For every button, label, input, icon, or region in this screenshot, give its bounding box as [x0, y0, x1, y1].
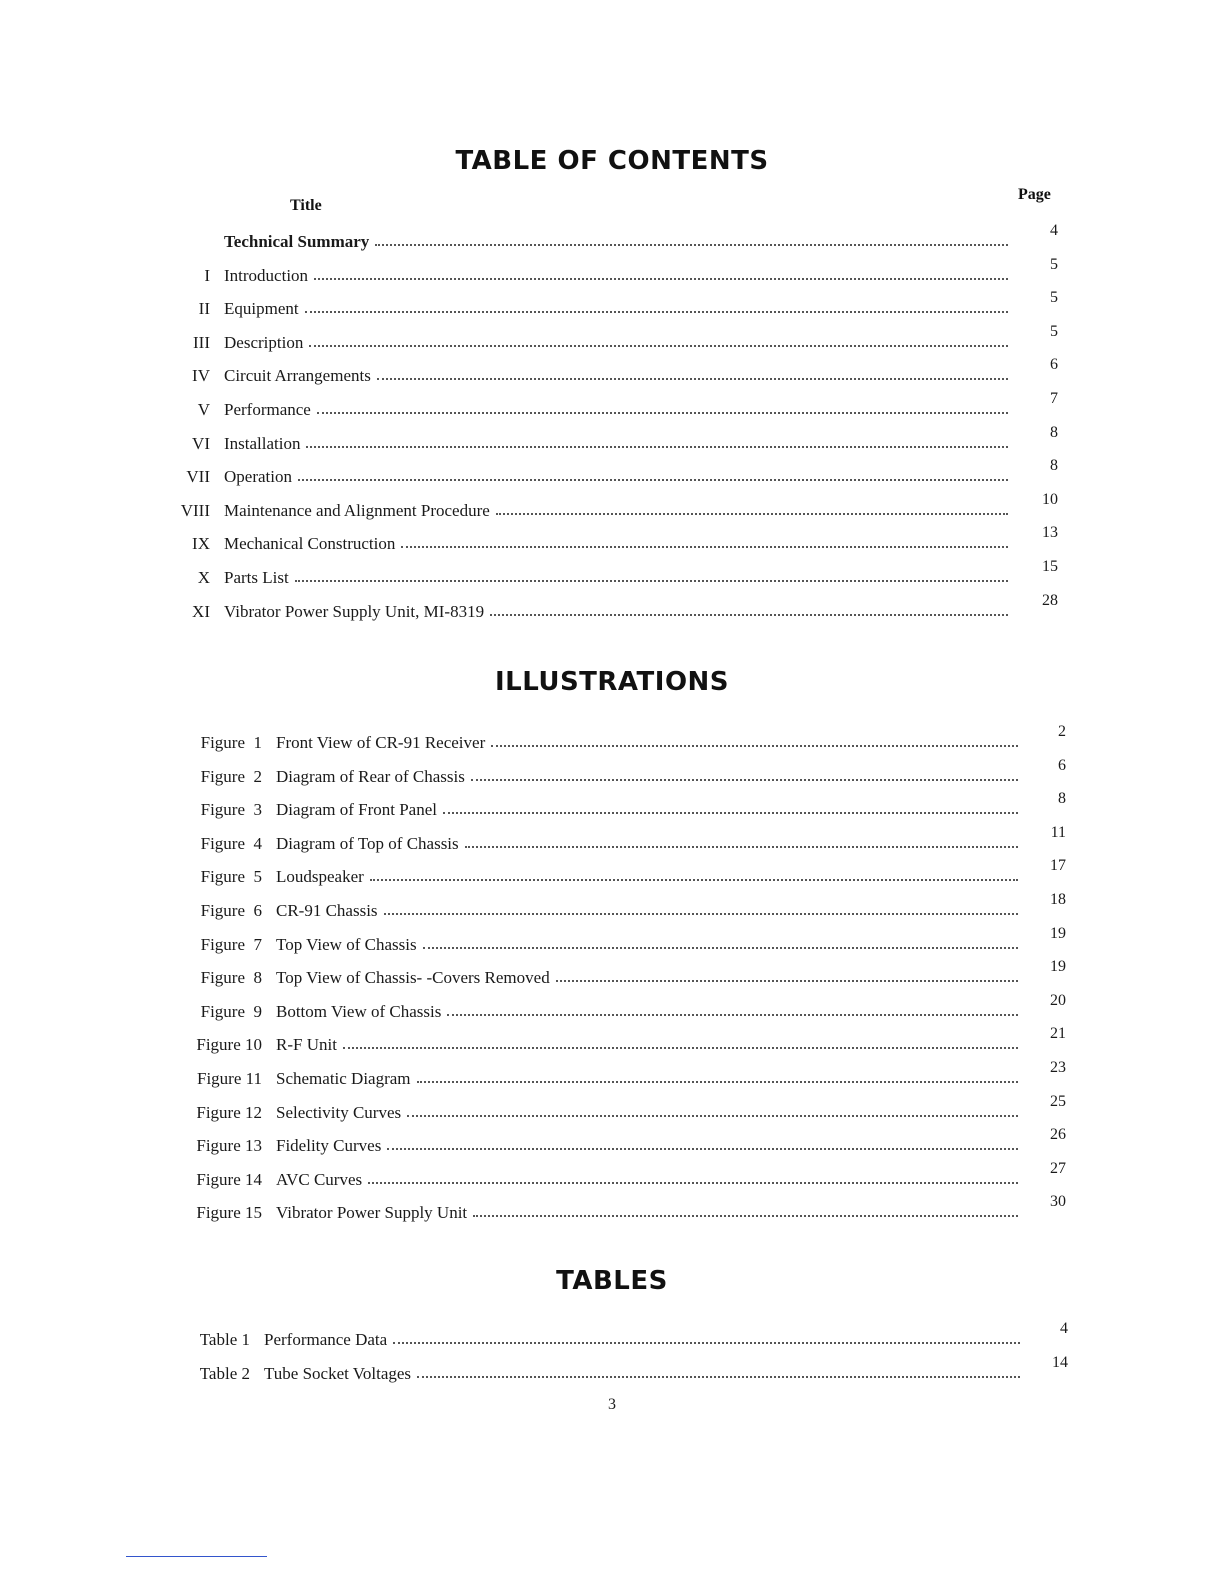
entry-page: 4	[1060, 1320, 1068, 1337]
entry-title: Top View of Chassis	[276, 934, 417, 954]
illustration-entry	[172, 763, 1018, 787]
illustrations-heading: ILLUSTRATIONS	[494, 667, 730, 697]
dot-leader	[417, 1376, 1020, 1378]
toc-entry	[150, 329, 1008, 353]
entry-page: 18	[1050, 891, 1066, 908]
entry-number: Figure 5	[200, 867, 262, 887]
entry-title: Vibrator Power Supply Unit, MI-8319	[224, 601, 485, 621]
dot-leader	[417, 1081, 1018, 1083]
entry-title: Maintenance and Alignment Procedure	[224, 500, 490, 520]
entry-number: Figure 15	[196, 1203, 262, 1223]
dot-leader	[407, 1115, 1018, 1117]
dot-leader	[465, 846, 1018, 848]
entry-title: Operation	[224, 467, 292, 487]
toc-entry	[150, 396, 1008, 420]
dot-leader	[305, 311, 1008, 313]
entry-page: 23	[1050, 1059, 1066, 1076]
toc-entry	[150, 564, 1008, 588]
dot-leader	[401, 546, 1008, 548]
footer-rule	[126, 1556, 267, 1557]
entry-number: Figure 7	[200, 934, 262, 954]
toc-entry	[150, 598, 1008, 622]
entry-page: 8	[1058, 790, 1066, 808]
entry-page: 27	[1050, 1159, 1066, 1177]
entry-page: 6	[1058, 756, 1066, 774]
entry-number: Figure 2	[200, 766, 262, 786]
illustration-entry	[172, 863, 1018, 887]
dot-leader	[447, 1014, 1018, 1016]
entry-number: Figure 4	[200, 833, 262, 853]
entry-number: IV	[192, 366, 210, 386]
entry-title: Vibrator Power Supply Unit	[276, 1203, 468, 1223]
entry-number: X	[197, 568, 210, 587]
entry-number: Figure 9	[200, 1001, 262, 1021]
entry-number: Figure 6	[200, 901, 262, 920]
entry-title: Diagram of Rear of Chassis	[276, 766, 465, 786]
dot-leader	[375, 244, 1008, 246]
entry-page: 5	[1050, 322, 1058, 340]
entry-title: Schematic Diagram	[276, 1069, 411, 1088]
entry-title: Description	[224, 332, 304, 352]
dot-leader	[343, 1047, 1018, 1049]
entry-page: 6	[1050, 356, 1058, 374]
toc-entry	[150, 362, 1008, 386]
illustration-entry	[172, 796, 1018, 820]
entry-number: VII	[186, 467, 210, 487]
toc-entry	[150, 430, 1008, 454]
entry-page: 20	[1050, 991, 1066, 1009]
entry-number: V	[197, 400, 210, 419]
entry-page: 30	[1050, 1193, 1066, 1211]
entry-number: Figure 10	[196, 1035, 262, 1055]
entry-number: IX	[192, 534, 210, 554]
entry-title: CR-91 Chassis	[276, 901, 378, 920]
illustration-entry	[172, 931, 1018, 955]
entry-title: Top View of Chassis- -Covers Removed	[276, 968, 550, 988]
entry-page: 14	[1052, 1353, 1068, 1371]
entry-page: 13	[1042, 524, 1058, 542]
entry-page: 5	[1050, 289, 1058, 307]
entry-page: 26	[1050, 1126, 1066, 1144]
entry-page: 8	[1050, 457, 1058, 475]
illustration-entry	[172, 1199, 1018, 1223]
entry-number: Figure 12	[196, 1102, 262, 1122]
entry-page: 10	[1042, 490, 1058, 508]
entry-title: Tube Socket Voltages	[264, 1363, 412, 1383]
dot-leader	[314, 278, 1008, 280]
dot-leader	[443, 812, 1018, 814]
entry-title: Loudspeaker	[276, 867, 364, 887]
entry-page: 4	[1050, 222, 1058, 239]
dot-leader	[377, 378, 1008, 380]
entry-title: Parts List	[224, 568, 289, 587]
illustration-entry	[172, 998, 1018, 1022]
title-column-header: Title	[290, 197, 322, 214]
dot-leader	[473, 1215, 1018, 1217]
dot-leader	[556, 980, 1018, 982]
entry-title: Installation	[224, 433, 301, 453]
dot-leader	[317, 412, 1008, 414]
entry-number: III	[193, 332, 210, 352]
illustration-entry	[172, 897, 1018, 921]
entry-page: 21	[1050, 1025, 1066, 1043]
page-number: 3	[608, 1396, 616, 1413]
entry-page: 19	[1050, 958, 1066, 976]
dot-leader	[471, 779, 1018, 781]
dot-leader	[384, 913, 1018, 915]
illustration-entry	[172, 1132, 1018, 1156]
dot-leader	[370, 879, 1018, 881]
entry-page: 28	[1042, 591, 1058, 609]
dot-leader	[496, 513, 1008, 515]
dot-leader	[309, 345, 1008, 347]
entry-page: 25	[1050, 1092, 1066, 1110]
illustration-entry	[172, 1099, 1018, 1123]
toc-entry	[150, 497, 1008, 521]
entry-number: Figure 14	[196, 1169, 262, 1189]
dot-leader	[490, 614, 1008, 616]
entry-number: VI	[192, 433, 210, 453]
entry-number: Figure 1	[200, 733, 262, 752]
illustration-entry	[172, 1166, 1018, 1190]
entry-page: 15	[1042, 558, 1058, 575]
dot-leader	[298, 479, 1008, 481]
entry-title: Circuit Arrangements	[224, 366, 371, 386]
dot-leader	[387, 1148, 1018, 1150]
toc-entry	[150, 295, 1008, 319]
page-column-header: Page	[1018, 186, 1051, 203]
entry-page: 17	[1050, 857, 1066, 875]
entry-page: 5	[1050, 255, 1058, 273]
entry-title: Fidelity Curves	[276, 1136, 382, 1156]
dot-leader	[306, 446, 1008, 448]
dot-leader	[423, 947, 1018, 949]
entry-number: Figure 8	[200, 968, 262, 988]
entry-title: Diagram of Front Panel	[276, 800, 437, 820]
entry-title: R-F Unit	[276, 1035, 337, 1055]
entry-number: II	[198, 299, 210, 319]
entry-title: Equipment	[224, 299, 299, 319]
entry-title: AVC Curves	[276, 1169, 363, 1189]
toc-entry	[150, 228, 1008, 252]
dot-leader	[295, 580, 1008, 582]
illustration-entry	[172, 729, 1018, 753]
entry-page: 7	[1050, 390, 1058, 407]
illustration-entry	[172, 830, 1018, 854]
entry-number: I	[204, 265, 210, 285]
entry-title: Performance Data	[264, 1330, 388, 1349]
dot-leader	[368, 1182, 1018, 1184]
toc-entry	[150, 463, 1008, 487]
table-entry	[180, 1326, 1020, 1350]
entry-title: Performance	[224, 400, 311, 419]
dot-leader	[393, 1342, 1020, 1344]
entry-number: XI	[192, 601, 210, 621]
illustration-entry	[172, 1031, 1018, 1055]
entry-title: Front View of CR-91 Receiver	[276, 733, 486, 752]
entry-title: Bottom View of Chassis	[276, 1001, 442, 1021]
table-entry	[180, 1360, 1020, 1384]
entry-title: Introduction	[224, 265, 309, 285]
illustration-entry	[172, 964, 1018, 988]
entry-number: VIII	[180, 500, 210, 520]
entry-title: Diagram of Top of Chassis	[276, 833, 459, 853]
toc-entry	[150, 262, 1008, 286]
entry-number: Figure 11	[196, 1069, 262, 1088]
entry-title: Mechanical Construction	[224, 534, 396, 554]
toc-heading: TABLE OF CONTENTS	[455, 146, 769, 176]
entry-number: Figure 3	[200, 800, 262, 820]
entry-page: 11	[1050, 823, 1066, 841]
entry-title: Technical Summary	[224, 232, 370, 251]
entry-page: 8	[1050, 423, 1058, 441]
toc-entry	[150, 530, 1008, 554]
entry-number: Figure 13	[196, 1136, 262, 1156]
illustration-entry	[172, 1065, 1018, 1089]
entry-page: 2	[1058, 723, 1066, 740]
tables-heading: TABLES	[556, 1266, 668, 1296]
entry-title: Selectivity Curves	[276, 1102, 402, 1122]
entry-page: 19	[1050, 924, 1066, 942]
entry-number: Table 2	[199, 1363, 250, 1383]
dot-leader	[491, 745, 1018, 747]
entry-number: Table 1	[199, 1330, 250, 1349]
